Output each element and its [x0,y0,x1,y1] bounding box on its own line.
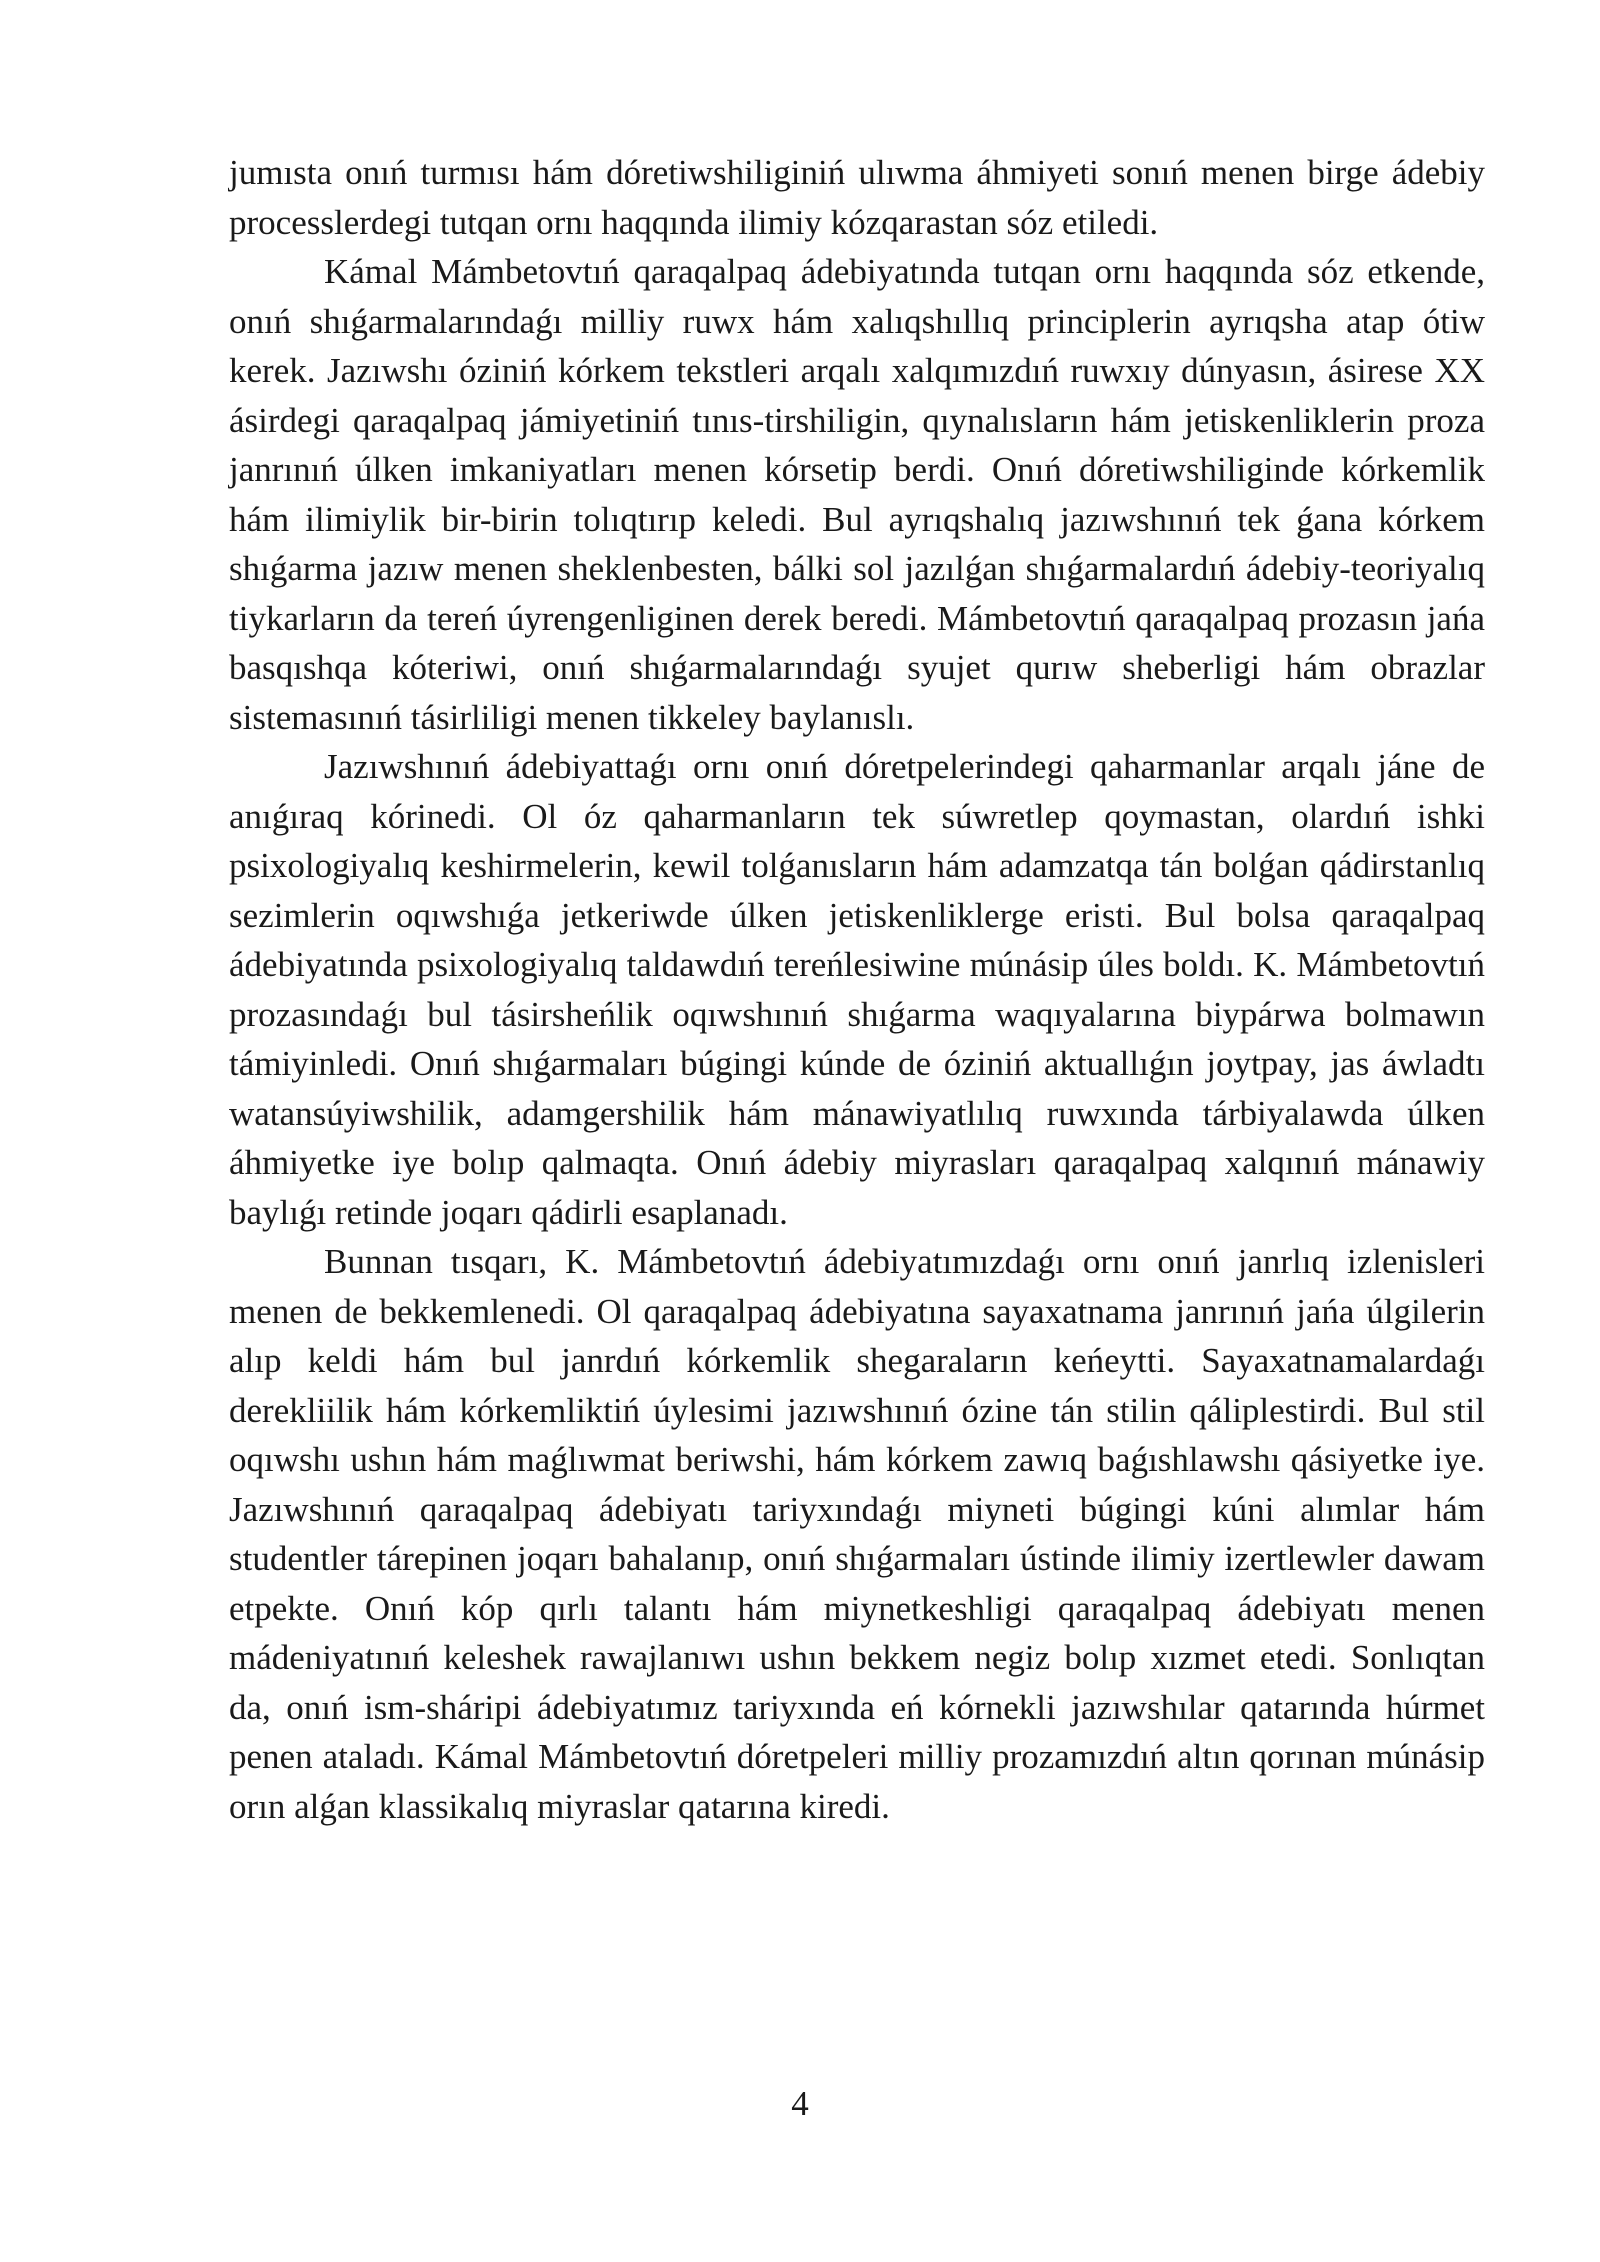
paragraph: Bunnan tısqarı, K. Mámbetovtıń ádebiyatımızdaǵı ornı onıń janrlıq izlenisleri menen de bekkemlenedi. Ol qaraqalpaq ádebiyatına sayaxatnama janrınıń jańa úlgilerin alıp keldi hám bul janrdıń kórkemlik shegaraların keńeytti. Sayaxatnamalardaǵı derekliilik hám kórkemliktiń úylesimi jazıwshınıń ózine tán stilin qáliplestirdi. Bul stil oqıwshı ushın hám maǵlıwmat beriwshi, hám kórkem zawıq baǵıshlawshı qásiyetke iye. Jazıwshınıń qaraqalpaq ádebiyatı tariyxındaǵı miyneti búgingi kúni alımlar hám studentler tárepinen joqarı bahalanıp, onıń shıǵarmaları ústinde ilimiy izertlewler dawam etpekte. Onıń kóp qırlı talantı hám miynetkeshligi qaraqalpaq ádebiyatı menen mádeniyatınıń keleshek rawajlanıwı ushın bekkem negiz bolıp xızmet etedi. Sonlıqtan da, onıń ism-sháripi ádebiyatımız tariyxında eń kórnekli jazıwshılar qatarında húrmet penen ataladı. Kámal Mámbetovtıń dóretpeleri milliy prozamızdıń altın qorınan múnásip orın alǵan klassikalıq miyraslar qatarına kiredi. [229,1242,1485,1826]
paragraph: Kámal Mámbetovtıń qaraqalpaq ádebiyatında tutqan ornı haqqında sóz etkende, onıń shıǵarmalarındaǵı milliy ruwx hám xalıqshıllıq principlerin ayrıqsha atap ótiw kerek. Jazıwshı óziniń kórkem tekstleri arqalı xalqımızdıń ruwxıy dúnyasın, ásirese XX ásirdegi qaraqalpaq jámiyetiniń tınıs-tirshiligin, qıynalısların hám jetiskenliklerin proza janrınıń úlken imkaniyatları menen kórsetip berdi. Onıń dóretiwshiliginde kórkemlik hám ilimiylik bir-birin tolıqtırıp keledi. Bul ayrıqshalıq jazıwshınıń tek ǵana kórkem shıǵarma jazıw menen sheklenbesten, bálki sol jazılǵan shıǵarmalardıń ádebiy-teoriyalıq tiykarların da tereń úyrengenliginen derek beredi. Mámbetovtıń qaraqalpaq prozasın jańa basqıshqa kóteriwi, onıń shıǵarmalarındaǵı syujet qurıw sheberligi hám obrazlar sistemasınıń tásirliligi menen tikkeley baylanıslı. [229,252,1485,737]
page-number: 4 [791,2084,809,2123]
paragraph: Jazıwshınıń ádebiyattaǵı ornı onıń dóretpelerindegi qaharmanlar arqalı jáne de anıǵıraq kórinedi. Ol óz qaharmanların tek súwretlep qoymastan, olardıń ishki psixologiyalıq keshirmelerin, kewil tolǵanısların hám adamzatqa tán bolǵan qádirstanlıq sezimlerin oqıwshıǵa jetkeriwde úlken jetiskenliklerge eristi. Bul bolsa qaraqalpaq ádebiyatında psixologiyalıq taldawdıń tereńlesiwine múnásip úles boldı. K. Mámbetovtıń prozasındaǵı bul tásirsheńlik oqıwshınıń shıǵarma waqıyalarına biypárwa bolmawın támiyinledi. Onıń shıǵarmaları búgingi kúnde de óziniń aktuallıǵın joytpay, jas áwladtı watansúyiwshilik, adamgershilik hám mánawiyatlılıq ruwxında tárbiyalawda úlken áhmiyetke iye bolıp qalmaqta. Onıń ádebiy miyrasları qaraqalpaq xalqınıń mánawiy baylıǵı retinde joqarı qádirli esaplanadı. [229,747,1485,1232]
paragraph-continuation: jumısta onıń turmısı hám dóretiwshiliginiń ulıwma áhmiyeti sonıń menen birge ádebiy processlerdegi tutqan ornı haqqında ilimiy kózqarastan sóz etiledi. [229,153,1485,242]
document-body [229,148,1485,1831]
